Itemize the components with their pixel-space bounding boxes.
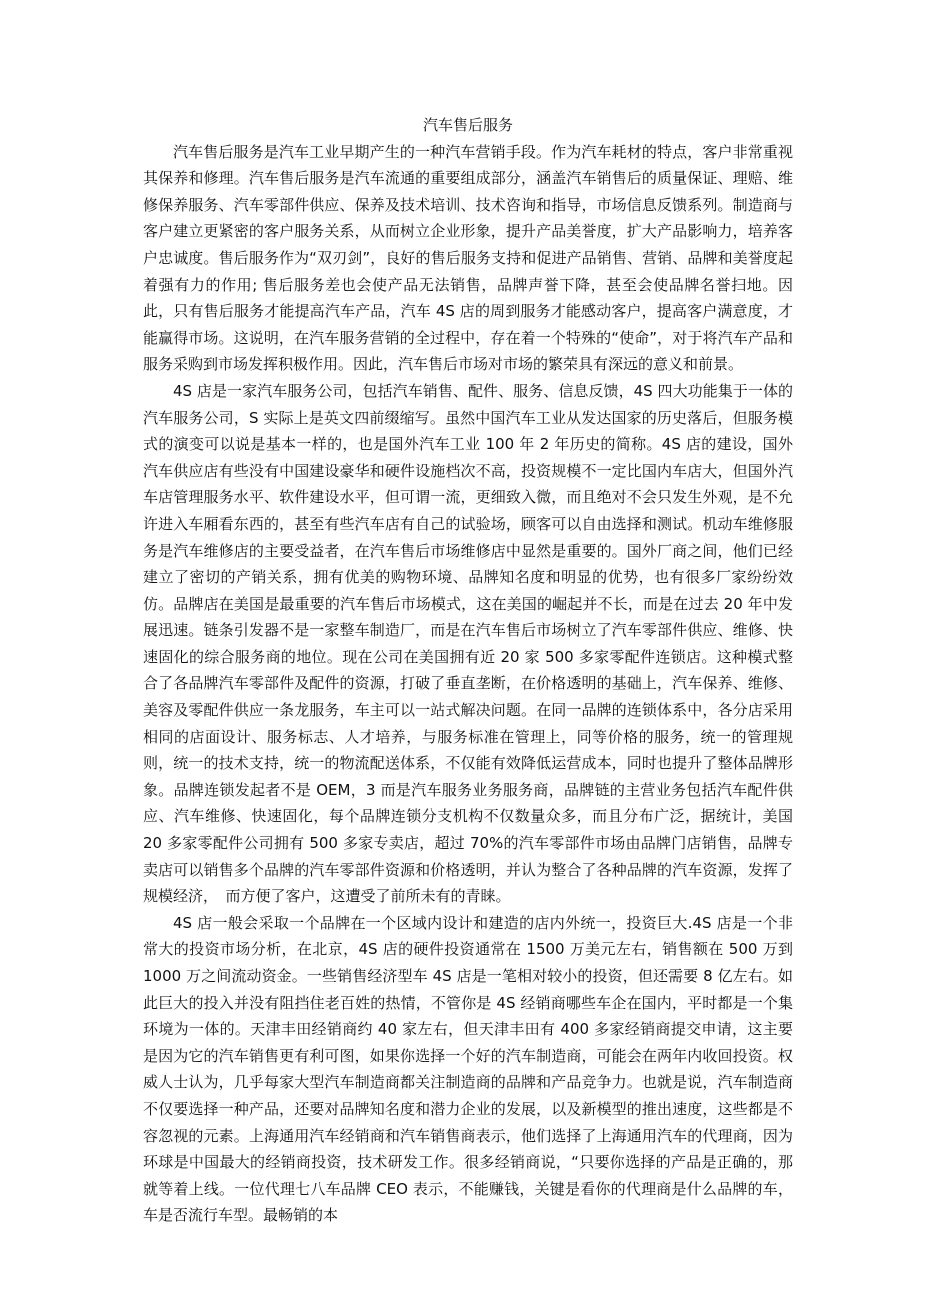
paragraph-after-sales-overview: 汽车售后服务是汽车工业早期产生的一种汽车营销手段。作为汽车耗材的特点，客户非常重视其保养和修理。汽车售后服务是汽车流通的重要组成部分，涵盖汽车销售后的质量保证、理赔、维修保养服务、汽车零部件供应、保养及技术培训、技术咨询和指导，市场信息反馈系列。制造商与客户建立更紧密的客户服务关系，从而树立企业形象，提升产品美誉度，扩大产品影响力，培养客户忠诚度。售后服务作为“双刃剑”，良好的售后服务支持和促进产品销售、营销、品牌和美誉度起着强有力的作用; 售后服务差也会使产品无法销售，品牌声誉下降，甚至会使品牌名誉扫地。因此，只有售后服务才能提高汽车产品，汽车 4S 店的周到服务才能感动客户，提高客户满意度，才能赢得市场。这说明，在汽车服务营销的全过程中，存在着一个特殊的“使命”，对于将汽车产品和服务采购到市场发挥积极作用。因此，汽车售后市场对市场的繁荣具有深远的意义和前景。 xyxy=(143,142,793,374)
paragraph-4s-store-description: 4S 店是一家汽车服务公司，包括汽车销售、配件、服务、信息反馈，4S 四大功能集于一体的汽车服务公司，S 实际上是英文四前缀缩写。虽然中国汽车工业从发达国家的历史落后，但服务模式的演变可以说是基本一样的，也是国外汽车工业 100 年 2 年历史的简称。4S 店的建设，国外汽车供应店有些没有中国建设豪华和硬件设施档次不高，投资规模不一定比国内车店大，但国外汽车店管理服务水平、软件建设水平，但可谓一流，更细致入微，而且绝对不会只发生外观，是不允许进入车厢看东西的，甚至有些汽车店有自己的试验场，顾客可以自由选择和测试。机动车维修服务是汽车维修店的主要受益者，在汽车售后市场维修店中显然是重要的。国外厂商之间，他们已经建立了密切的产销关系，拥有优美的购物环境、品牌知名度和明显的优势，也有很多厂家纷纷效仿。品牌店在美国是最重要的汽车售后市场模式，这在美国的崛起并不长，而是在过去 20 年中发展迅速。链条引发器不是一家整车制造厂，而是在汽车售后市场树立了汽车零部件供应、维修、快速固化的综合服务商的地位。现在公司在美国拥有近 20 家 500 多家零配件连锁店。这种模式整合了各品牌汽车零部件及配件的资源，打破了垂直垄断，在价格透明的基础上，汽车保养、维修、美容及零配件供应一条龙服务，车主可以一站式解决问题。在同一品牌的连锁体系中，各分店采用相同的店面设计、服务标志、人才培养，与服务标准在管理上，同等价格的服务，统一的管理规则，统一的技术支持，统一的物流配送体系，不仅能有效降低运营成本，同时也提升了整体品牌形象。品牌连锁发起者不是 OEM，3 而是汽车服务业务服务商，品牌链的主营业务包括汽车配件供应、汽车维修、快速固化，每个品牌连锁分支机构不仅数量众多，而且分布广泛，据统计，美国 20 多家零配件公司拥有 500 多家专卖店，超过 70%的汽车零部件市场由品牌门店销售，品牌专卖店可以销售多个品牌的汽车零部件资源和价格透明，并认为整合了各种品牌的汽车资源，发挥了规模经济， 而方便了客户，这遭受了前所未有的青睐。 xyxy=(143,381,793,906)
paragraph-4s-store-investment: 4S 店一般会采取一个品牌在一个区域内设计和建造的店内外统一，投资巨大.4S 店是一个非常大的投资市场分析，在北京，4S 店的硬件投资通常在 1500 万美元左右，销售额在 500 万到 1000 万之间流动资金。一些销售经济型车 4S 店是一笔相对较小的投资，但还需要 8 亿左右。如此巨大的投入并没有阻挡住老百姓的热情，不管你是 4S 经销商哪些车企在国内，平时都是一个集环境为一体的。天津丰田经销商约 40 家左右，但天津丰田有 400 多家经销商提交申请，这主要是因为它的汽车销售更有利可图，如果你选择一个好的汽车制造商，可能会在两年内收回投资。权威人士认为，几乎每家大型汽车制造商都关注制造商的品牌和产品竞争力。也就是说，汽车制造商不仅要选择一种产品，还要对品牌知名度和潜力企业的发展，以及新模型的推出速度，这些都是不容忽视的元素。上海通用汽车经销商和汽车销售商表示，他们选择了上海通用汽车的代理商，因为环球是中国最大的经销商投资，技术研发工作。很多经销商说，“只要你选择的产品是正确的，那就等着上线。一位代理七八车品牌 CEO 表示，不能赚钱，关键是看你的代理商是什么品牌的车，车是否流行车型。最畅销的本 xyxy=(143,913,793,1225)
document-body xyxy=(143,112,793,1229)
document-title: 汽车售后服务 xyxy=(422,116,513,134)
